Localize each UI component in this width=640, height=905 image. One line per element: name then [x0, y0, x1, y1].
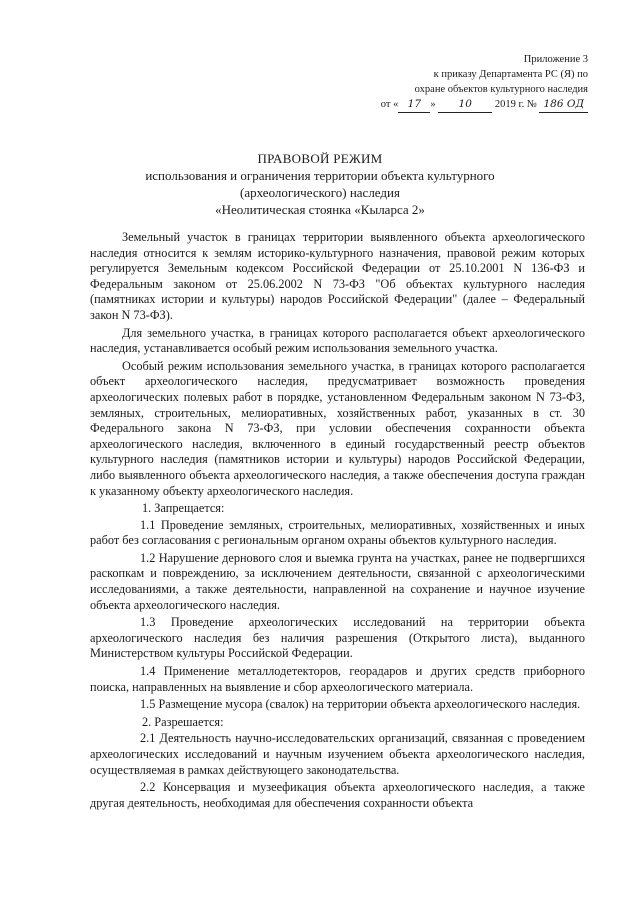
- item-2-2: 2.2 Консервация и музеефикация объекта археологического наследия, а также другая деятельность, необходимая для обеспечения сохранности объекта: [90, 780, 585, 810]
- item-1-3: 1.3 Проведение археологических исследований на территории объекта археологического наследия без наличия разрешения (Открытого листа), выданного Министерством культуры Российской Федерации.: [90, 615, 585, 661]
- document-body: [90, 230, 585, 813]
- section-heading-prohibited: 1. Запрещается:: [142, 501, 225, 516]
- appendix-number: Приложение 3: [523, 54, 588, 65]
- date-prefix: от «: [380, 99, 399, 110]
- appendix-date-line: [381, 97, 588, 113]
- item-1-1: 1.1 Проведение земляных, строительных, мелиоративных, хозяйственных и иных работ без согласования с региональным органом охраны объектов культурного наследия.: [90, 517, 585, 548]
- handwritten-month: 10: [438, 97, 492, 113]
- paragraph-regime-details: Особый режим использования земельного участка, в границах которого располагается объект археологического наследия, предусматривает возможность проведения археологических полевых работ в порядке, установленном Федеральным законом N 73-ФЗ, земляных, строительных, мелиоративных, хозяйственных работ, указанных в ст. 30 Федерального закона N 73-ФЗ, при условии обеспечения сохранности объекта археологического наследия, включенного в единый государственный реестр объектов культурного наследия (памятников истории и культуры) народов Российской Федерации, либо выявленного объекта археологического наследия, а также обеспечения доступа граждан к указанному объекту археологического наследия.: [90, 358, 585, 498]
- item-2-1: 2.1 Деятельность научно-исследовательских организаций, связанная с проведением археологических исследований и научным изучением объекта археологического наследия, осуществляемая в рамках действующего законодательства.: [90, 731, 585, 777]
- appendix-order-ref: к приказу Департамента РС (Я) по: [433, 69, 588, 80]
- title-line-3: (археологического) наследия: [240, 185, 400, 200]
- date-mid: »: [430, 99, 436, 110]
- title-main: ПРАВОВОЙ РЕЖИМ: [257, 151, 383, 166]
- item-1-5: 1.5 Размещение мусора (свалок) на территории объекта археологического наследия.: [140, 697, 581, 712]
- handwritten-order-number: 186 ОД: [539, 97, 588, 113]
- section-heading-allowed: 2. Разрешается:: [142, 714, 224, 729]
- item-1-4: 1.4 Применение металлодетекторов, георадаров и других средств приборного поиска, направленных на выявление и сбор археологического материала.: [90, 664, 585, 694]
- title-line-2: использования и ограничения территории объекта культурного: [145, 168, 495, 183]
- appendix-header: [381, 52, 588, 113]
- document-title: [0, 150, 640, 218]
- handwritten-day: 17: [398, 97, 430, 113]
- paragraph-land-plot: Земельный участок в границах территории выявленного объекта археологического наследия относится к землям историко-культурного назначения, правовой режим которых регулируется Земельным кодексом Российской Федерации от 25.10.2001 N 136-ФЗ и Федеральным законом от 25.06.2002 N 73-ФЗ "Об объектах культурного наследия (памятниках истории и культуры) народов Российской Федерации" (далее – Федеральный закон N 73-ФЗ).: [90, 230, 585, 322]
- title-line-4: «Неолитическая стоянка «Кыларса 2»: [215, 202, 425, 217]
- appendix-department: охране объектов культурного наследия: [414, 84, 588, 95]
- year-text: 2019 г. №: [494, 99, 537, 110]
- paragraph-special-regime: Для земельного участка, в границах которого располагается объект археологического наследия, устанавливается особый режим использования земельного участка.: [90, 325, 585, 356]
- item-1-2: 1.2 Нарушение дернового слоя и выемка грунта на участках, ранее не подвергшихся раскопкам и повреждению, за исключением деятельности, связанной с археологическими исследованиями, а также деятельности, направленной на сохранение и научное изучение объекта археологического наследия.: [90, 550, 585, 612]
